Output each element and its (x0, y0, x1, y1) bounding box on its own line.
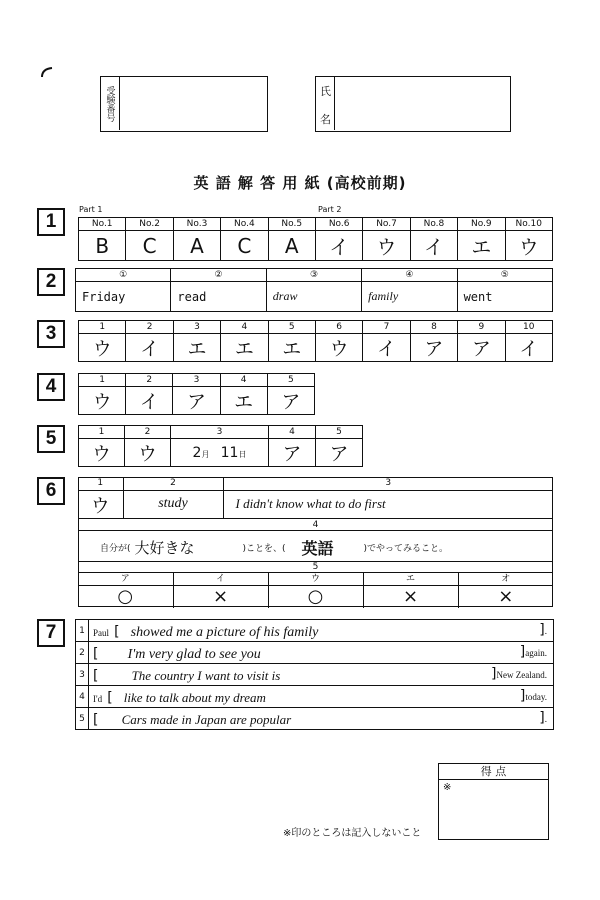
exam-number-box (100, 76, 268, 132)
s7-row-suffix: . (544, 714, 547, 724)
s6-q5-header: 5 (78, 561, 553, 573)
s6-top-table (78, 477, 553, 519)
section-4-table (78, 373, 315, 415)
s3-col-header: 5 (268, 321, 315, 334)
s2-col-header: ④ (362, 269, 457, 282)
s6-q5-answer[interactable]: ○ (268, 586, 363, 608)
score-mark: ※ (443, 782, 452, 793)
section-6-number: 6 (37, 477, 65, 505)
s5-col-header: 1 (79, 426, 125, 439)
s7-row-number: 1 (76, 620, 89, 642)
s1-col-header: No.5 (268, 218, 315, 231)
s7-row (76, 686, 554, 708)
s1-answer[interactable]: エ (458, 231, 505, 261)
s6-col-header: 3 (223, 477, 553, 490)
s5-col-header: 3 (171, 426, 269, 439)
s6-q5-col-header: エ (363, 573, 458, 586)
s1-answer[interactable]: ウ (505, 231, 552, 261)
s6-q4-pre-text: 自分が( (100, 543, 131, 554)
s3-col-header: 10 (505, 321, 552, 334)
s6-q5-answer[interactable]: × (363, 586, 458, 608)
s6-col-header: 1 (78, 477, 123, 490)
s1-answer[interactable]: ウ (363, 231, 410, 261)
s1-part2-label: Part 2 (318, 205, 342, 214)
s2-answer[interactable]: family (362, 282, 457, 312)
s1-col-header: No.9 (458, 218, 505, 231)
s3-answer[interactable]: ウ (79, 334, 126, 362)
s3-answer[interactable]: イ (363, 334, 410, 362)
s6-q5-answer[interactable]: × (173, 586, 268, 608)
s2-col-header: ① (76, 269, 171, 282)
s7-row (76, 620, 554, 642)
s6-q5-answer[interactable]: ○ (78, 586, 173, 608)
s6-q5-col-header: ウ (268, 573, 363, 586)
s6-q5-col-header: ア (78, 573, 173, 586)
s1-col-header: No.7 (363, 218, 410, 231)
s7-row-number: 3 (76, 664, 89, 686)
s7-row-body (89, 642, 554, 664)
s7-row-suffix: New Zealand. (496, 670, 547, 680)
s6-col-header: 2 (123, 477, 223, 490)
s5-col-header: 5 (316, 426, 363, 439)
s5-month-unit: 月 (201, 449, 210, 459)
name-box (315, 76, 511, 132)
s7-open-bracket: [ (93, 645, 99, 662)
score-label: 得 点 (439, 764, 548, 780)
s2-answer[interactable]: Friday (76, 282, 171, 312)
section-7-number: 7 (37, 619, 65, 647)
s4-col-header: 3 (173, 374, 220, 387)
s5-answer[interactable]: ウ (125, 439, 171, 467)
s4-answer[interactable]: ウ (79, 387, 126, 415)
s1-col-header: No.3 (173, 218, 220, 231)
section-4-number: 4 (37, 373, 65, 401)
s7-open-bracket: [ (114, 623, 120, 640)
s1-answer[interactable]: A (173, 231, 220, 261)
s6-q4-header: 4 (78, 519, 553, 531)
s4-col-header: 1 (79, 374, 126, 387)
s1-part1-label: Part 1 (79, 205, 103, 214)
s1-col-header: No.10 (505, 218, 552, 231)
s3-col-header: 7 (363, 321, 410, 334)
s1-answer[interactable]: C (221, 231, 268, 261)
s7-row (76, 708, 554, 730)
s3-col-header: 2 (126, 321, 173, 334)
s3-col-header: 6 (315, 321, 362, 334)
s6-answer-1[interactable]: ウ (78, 490, 123, 518)
s7-row-number: 5 (76, 708, 89, 730)
page-title: 英 語 解 答 用 紙 (高校前期) (193, 174, 407, 192)
s1-answer[interactable]: イ (410, 231, 457, 261)
section-3-number: 3 (37, 320, 65, 348)
s6-q5-col-header: イ (173, 573, 268, 586)
s1-col-header: No.1 (79, 218, 126, 231)
s3-col-header: 1 (79, 321, 126, 334)
s2-answer[interactable]: draw (266, 282, 361, 312)
s7-close-bracket: ]today. (519, 688, 547, 704)
s7-answer[interactable]: showed me a picture of his family (130, 624, 319, 640)
s3-col-header: 3 (173, 321, 220, 334)
s7-row (76, 642, 554, 664)
s7-close-bracket: ]again. (519, 644, 547, 660)
section-7-table (75, 619, 554, 730)
s3-answer[interactable]: ウ (315, 334, 362, 362)
corner-mark (40, 66, 54, 78)
s3-answer[interactable]: ア (458, 334, 505, 362)
s7-open-bracket: [ (93, 668, 99, 684)
s7-row-suffix: again. (525, 648, 547, 658)
s3-answer[interactable]: エ (173, 334, 220, 362)
s7-answer[interactable]: Cars made in Japan are popular (121, 712, 292, 727)
s6-q5-table (78, 572, 553, 608)
s7-close-bracket: ]New Zealand. (491, 666, 547, 682)
s1-col-header: No.8 (410, 218, 457, 231)
s6-q4-mid-text: )ことを、( (242, 543, 286, 554)
s5-day-value: 11 (220, 444, 239, 461)
footer-note: ※印のところは記入しないこと (283, 828, 422, 839)
s7-row-suffix: . (544, 626, 547, 636)
s2-col-header: ② (171, 269, 266, 282)
s7-answer[interactable]: I'm very glad to see you (127, 646, 261, 662)
s7-row (76, 664, 554, 686)
s5-col-header: 2 (125, 426, 171, 439)
section-5-table (78, 425, 363, 467)
s2-answer[interactable]: read (171, 282, 266, 312)
section-2-table (75, 268, 553, 312)
s5-col-header: 4 (269, 426, 316, 439)
s7-row-body (89, 686, 554, 708)
s4-answer[interactable]: ア (173, 387, 220, 415)
s7-row-body (89, 708, 554, 730)
s1-col-header: No.4 (221, 218, 268, 231)
s6-answer-3[interactable]: I didn't know what to do first (223, 490, 553, 518)
name-field[interactable] (336, 77, 509, 130)
s6-q5-col-header: オ (458, 573, 553, 586)
name-label-bottom: 名 (320, 113, 331, 126)
s5-answer[interactable]: ア (316, 439, 363, 467)
s6-q5-answer[interactable]: × (458, 586, 553, 608)
s6-q4-answer-1[interactable]: 大好きな (134, 538, 195, 557)
s6-answer-2[interactable]: study (123, 490, 223, 518)
s3-answer[interactable]: エ (221, 334, 268, 362)
s2-col-header: ③ (266, 269, 361, 282)
exam-number-label: 受験番号 (104, 85, 115, 122)
s6-q4-row (100, 533, 550, 561)
s5-answer[interactable]: ア (269, 439, 316, 467)
s4-col-header: 4 (220, 374, 267, 387)
s3-col-header: 4 (221, 321, 268, 334)
s3-answer[interactable]: エ (268, 334, 315, 362)
s4-answer[interactable]: エ (220, 387, 267, 415)
s5-answer[interactable]: ウ (79, 439, 125, 467)
s7-row-suffix: today. (525, 692, 547, 702)
s7-open-bracket: [ (93, 712, 99, 728)
s1-col-header: No.6 (315, 218, 362, 231)
s1-col-header: No.2 (126, 218, 173, 231)
section-2-number: 2 (37, 268, 65, 296)
s7-open-bracket: [ (107, 690, 113, 706)
s3-col-header: 8 (410, 321, 457, 334)
s5-day-unit: 日 (238, 449, 247, 459)
s7-row-body (89, 664, 554, 686)
s3-answer[interactable]: イ (126, 334, 173, 362)
s3-col-header: 9 (458, 321, 505, 334)
s1-answer[interactable]: A (268, 231, 315, 261)
s2-col-header: ⑤ (457, 269, 552, 282)
section-1-number: 1 (37, 208, 65, 236)
section-5-number: 5 (37, 425, 65, 453)
s1-answer[interactable]: B (79, 231, 126, 261)
s4-col-header: 5 (267, 374, 314, 387)
s7-row-prefix: I'd (93, 694, 103, 704)
s1-answer[interactable]: イ (315, 231, 362, 261)
s7-row-body (89, 620, 554, 642)
s7-row-prefix: Paul (93, 627, 110, 638)
s3-answer[interactable]: ア (410, 334, 457, 362)
score-box (438, 763, 549, 840)
s7-answer[interactable]: The country I want to visit is (131, 668, 281, 683)
s7-close-bracket: ]. (539, 710, 547, 726)
section-1-table (78, 217, 553, 261)
s6-q4-answer-2[interactable]: 英語 (301, 538, 334, 558)
exam-number-field[interactable] (121, 77, 266, 130)
name-label-top: 氏 (320, 85, 331, 98)
s5-month-value: 2 (192, 444, 202, 461)
s7-answer[interactable]: like to talk about my dream (123, 690, 266, 705)
s4-col-header: 2 (126, 374, 173, 387)
s7-row-number: 4 (76, 686, 89, 708)
s7-close-bracket: ]. (539, 622, 547, 638)
s7-row-number: 2 (76, 642, 89, 664)
s3-answer[interactable]: イ (505, 334, 552, 362)
s6-q4-post-text: )でやってみること。 (363, 543, 449, 554)
s2-answer[interactable]: went (457, 282, 552, 312)
s4-answer[interactable]: ア (267, 387, 314, 415)
s5-date-answer[interactable] (171, 439, 269, 467)
section-3-table (78, 320, 553, 362)
s1-answer[interactable]: C (126, 231, 173, 261)
s4-answer[interactable]: イ (126, 387, 173, 415)
